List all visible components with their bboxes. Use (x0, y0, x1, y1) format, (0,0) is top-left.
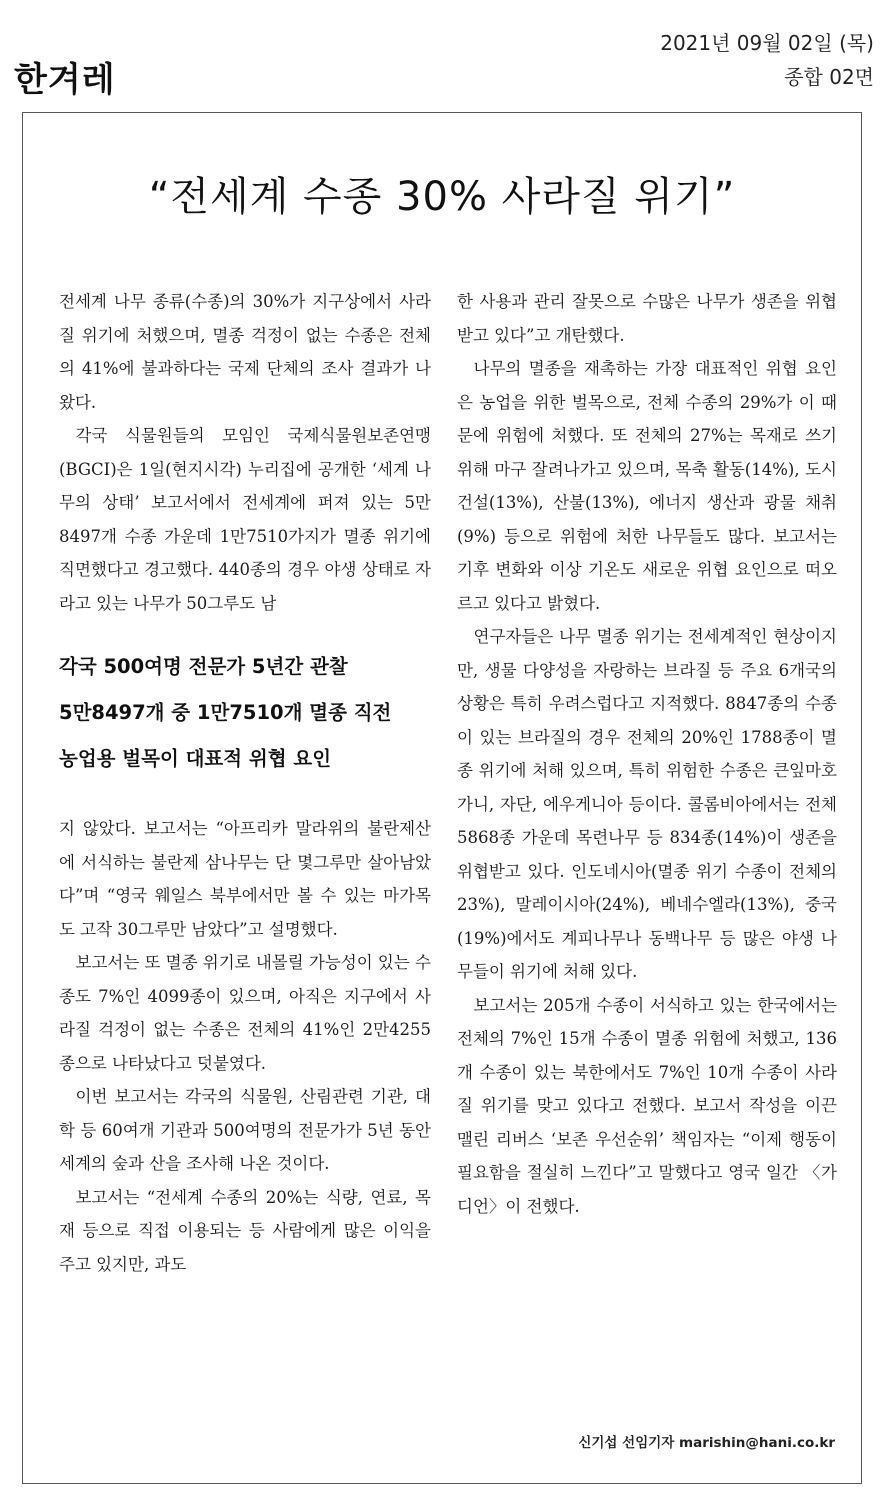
article-box (22, 112, 862, 1484)
publication-date: 2021년 09월 02일 (목) (660, 31, 874, 55)
article-column-left (59, 285, 431, 1281)
page-section: 종합 02면 (784, 65, 874, 89)
subheadline-line: 농업용 벌목이 대표적 위협 요인 (59, 747, 332, 770)
article-paragraph: 지 않았다. 보고서는 “아프리카 말라위의 불란제산에 서식하는 불란제 삼나무는 단 몇그루만 살아남았다”며 “영국 웨일스 북부에서만 볼 수 있는 마가목도 고작 30그루만 남았다”고 설명했다. (59, 819, 431, 939)
article-headline: “전세계 수종 30% 사라질 위기” (148, 174, 736, 220)
article-paragraph: 나무의 멸종을 재촉하는 가장 대표적인 위협 요인은 농업을 위한 벌목으로, 전체 수종의 29%가 이 때문에 위험에 처했다. 또 전체의 27%는 목재로 쓰기 위해 마구 잘려나가고 있으며, 목축 활동(14%), 도시 건설(13%), 산불(13%), 에너지 생산과 광물 채취(9%) 등으로 위험에 처한 나무들도 많다. 보고서는 기후 변화와 이상 기온도 새로운 위협 요인으로 떠오르고 있다고 밝혔다. (457, 359, 837, 613)
article-paragraph: 보고서는 205개 수종이 서식하고 있는 한국에서는 전체의 7%인 15개 수종이 멸종 위험에 처했고, 136개 수종이 있는 북한에서도 7%인 10개 수종이 사라질 위기를 맞고 있다고 전했다. 보고서 작성을 이끈 맬린 리버스 ‘보존 우선순위’ 책임자는 “이제 행동이 필요함을 절실히 느낀다”고 말했다고 영국 일간 〈가디언〉이 전했다. (457, 995, 837, 1216)
article-paragraph: 연구자들은 나무 멸종 위기는 전세계적인 현상이지만, 생물 다양성을 자랑하는 브라질 등 주요 6개국의 상황은 특히 우려스럽다고 지적했다. 8847종의 수종이 있는 브라질의 경우 전체의 20%인 1788종이 멸종 위기에 처해 있으며, 특히 위험한 수종은 큰잎마호가니, 자단, 에우게니아 등이다. 콜롬비아에서는 전체 5868종 가운데 목련나무 등 834종(14%)이 생존을 위협받고 있다. 인도네시아(멸종 위기 수종이 전체의 23%), 말레이시아(24%), 베네수엘라(13%), 중국(19%)에서도 계피나무나 동백나무 등 많은 야생 나무들이 위기에 처해 있다. (457, 627, 837, 981)
article-paragraph: 보고서는 “전세계 수종의 20%는 식량, 연료, 목재 등으로 직접 이용되는 등 사람에게 많은 이익을 주고 있지만, 과도 (59, 1187, 431, 1274)
article-paragraph: 각국 식물원들의 모임인 국제식물원보존연맹(BGCI)은 1일(현지시각) 누리집에 공개한 ‘세계 나무의 상태’ 보고서에서 전세계에 퍼져 있는 5만8497개 수종 가운데 1만7510가지가 멸종 위기에 직면했다고 경고했다. 440종의 경우 야생 상태로 자라고 있는 나무가 50그루도 남 (59, 426, 431, 613)
article-paragraph: 전세계 나무 종류(수종)의 30%가 지구상에서 사라질 위기에 처했으며, 멸종 걱정이 없는 수종은 전체의 41%에 불과하다는 국제 단체의 조사 결과가 나왔다. (59, 292, 431, 412)
article-paragraph: 보고서는 또 멸종 위기로 내몰릴 가능성이 있는 수종도 7%인 4099종이 있으며, 아직은 지구에서 사라질 걱정이 없는 수종은 전체의 41%인 2만4255종으로 나타났다고 덧붙였다. (59, 953, 431, 1073)
publication-meta (660, 26, 874, 94)
article-column-right (457, 285, 837, 1223)
article-subheadline (59, 644, 431, 782)
article-byline: 신기섭 선임기자 marishin@hani.co.kr (578, 1435, 835, 1451)
article-paragraph: 한 사용과 관리 잘못으로 수많은 나무가 생존을 위협받고 있다”고 개탄했다. (457, 292, 837, 345)
subheadline-line: 각국 500여명 전문가 5년간 관찰 (59, 655, 348, 678)
article-paragraph: 이번 보고서는 각국의 식물원, 산림관련 기관, 대학 등 60여개 기관과 500여명의 전문가가 5년 동안 세계의 숲과 산을 조사해 나온 것이다. (59, 1087, 431, 1173)
newspaper-logo: 한겨레 (14, 60, 116, 100)
subheadline-line: 5만8497개 중 1만7510개 멸종 직전 (59, 701, 392, 724)
